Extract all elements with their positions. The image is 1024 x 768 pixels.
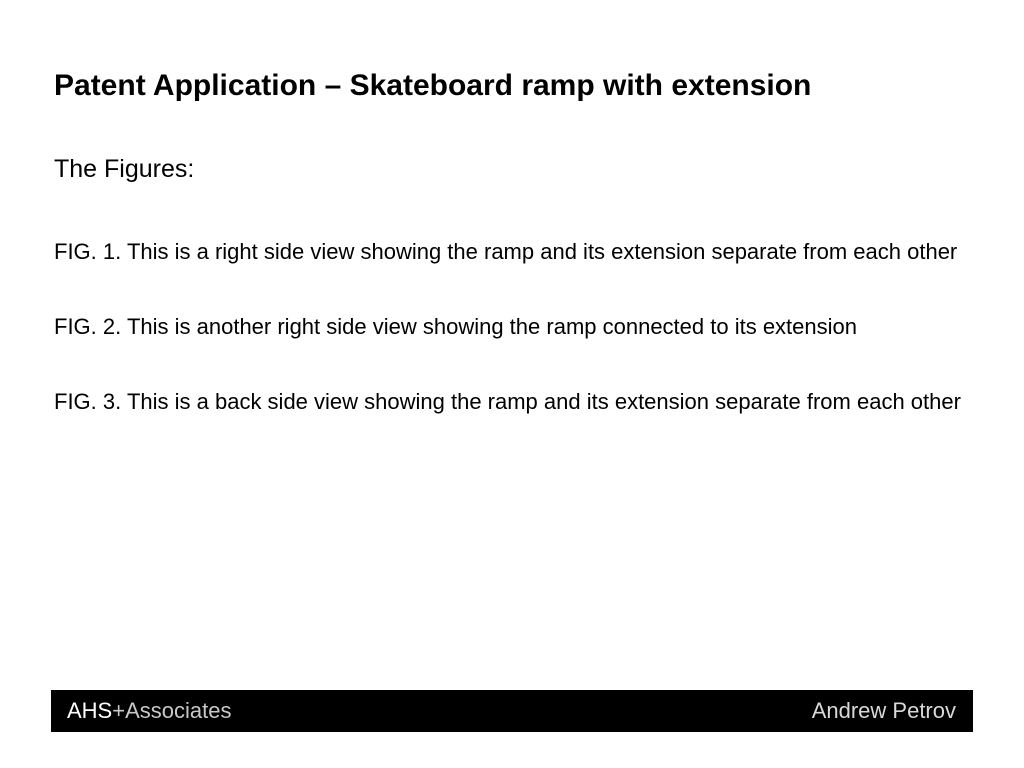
figure-list: [54, 232, 1004, 457]
company-brand-secondary: +Associates: [112, 698, 232, 723]
figure-description-3: FIG. 3. This is a back side view showing the ramp and its extension separate from each other: [54, 389, 961, 414]
slide-title: Patent Application – Skateboard ramp with extension: [54, 69, 812, 102]
company-brand-primary: AHS: [67, 698, 113, 723]
footer-bar: [51, 690, 973, 732]
figure-description-2: FIG. 2. This is another right side view showing the ramp connected to its extension: [54, 314, 857, 339]
company-brand: [67, 698, 231, 724]
figure-description-1: FIG. 1. This is a right side view showing the ramp and its extension separate from each other: [54, 239, 958, 264]
author-name: Andrew Petrov: [811, 698, 956, 723]
slide-subtitle: The Figures:: [54, 155, 195, 183]
